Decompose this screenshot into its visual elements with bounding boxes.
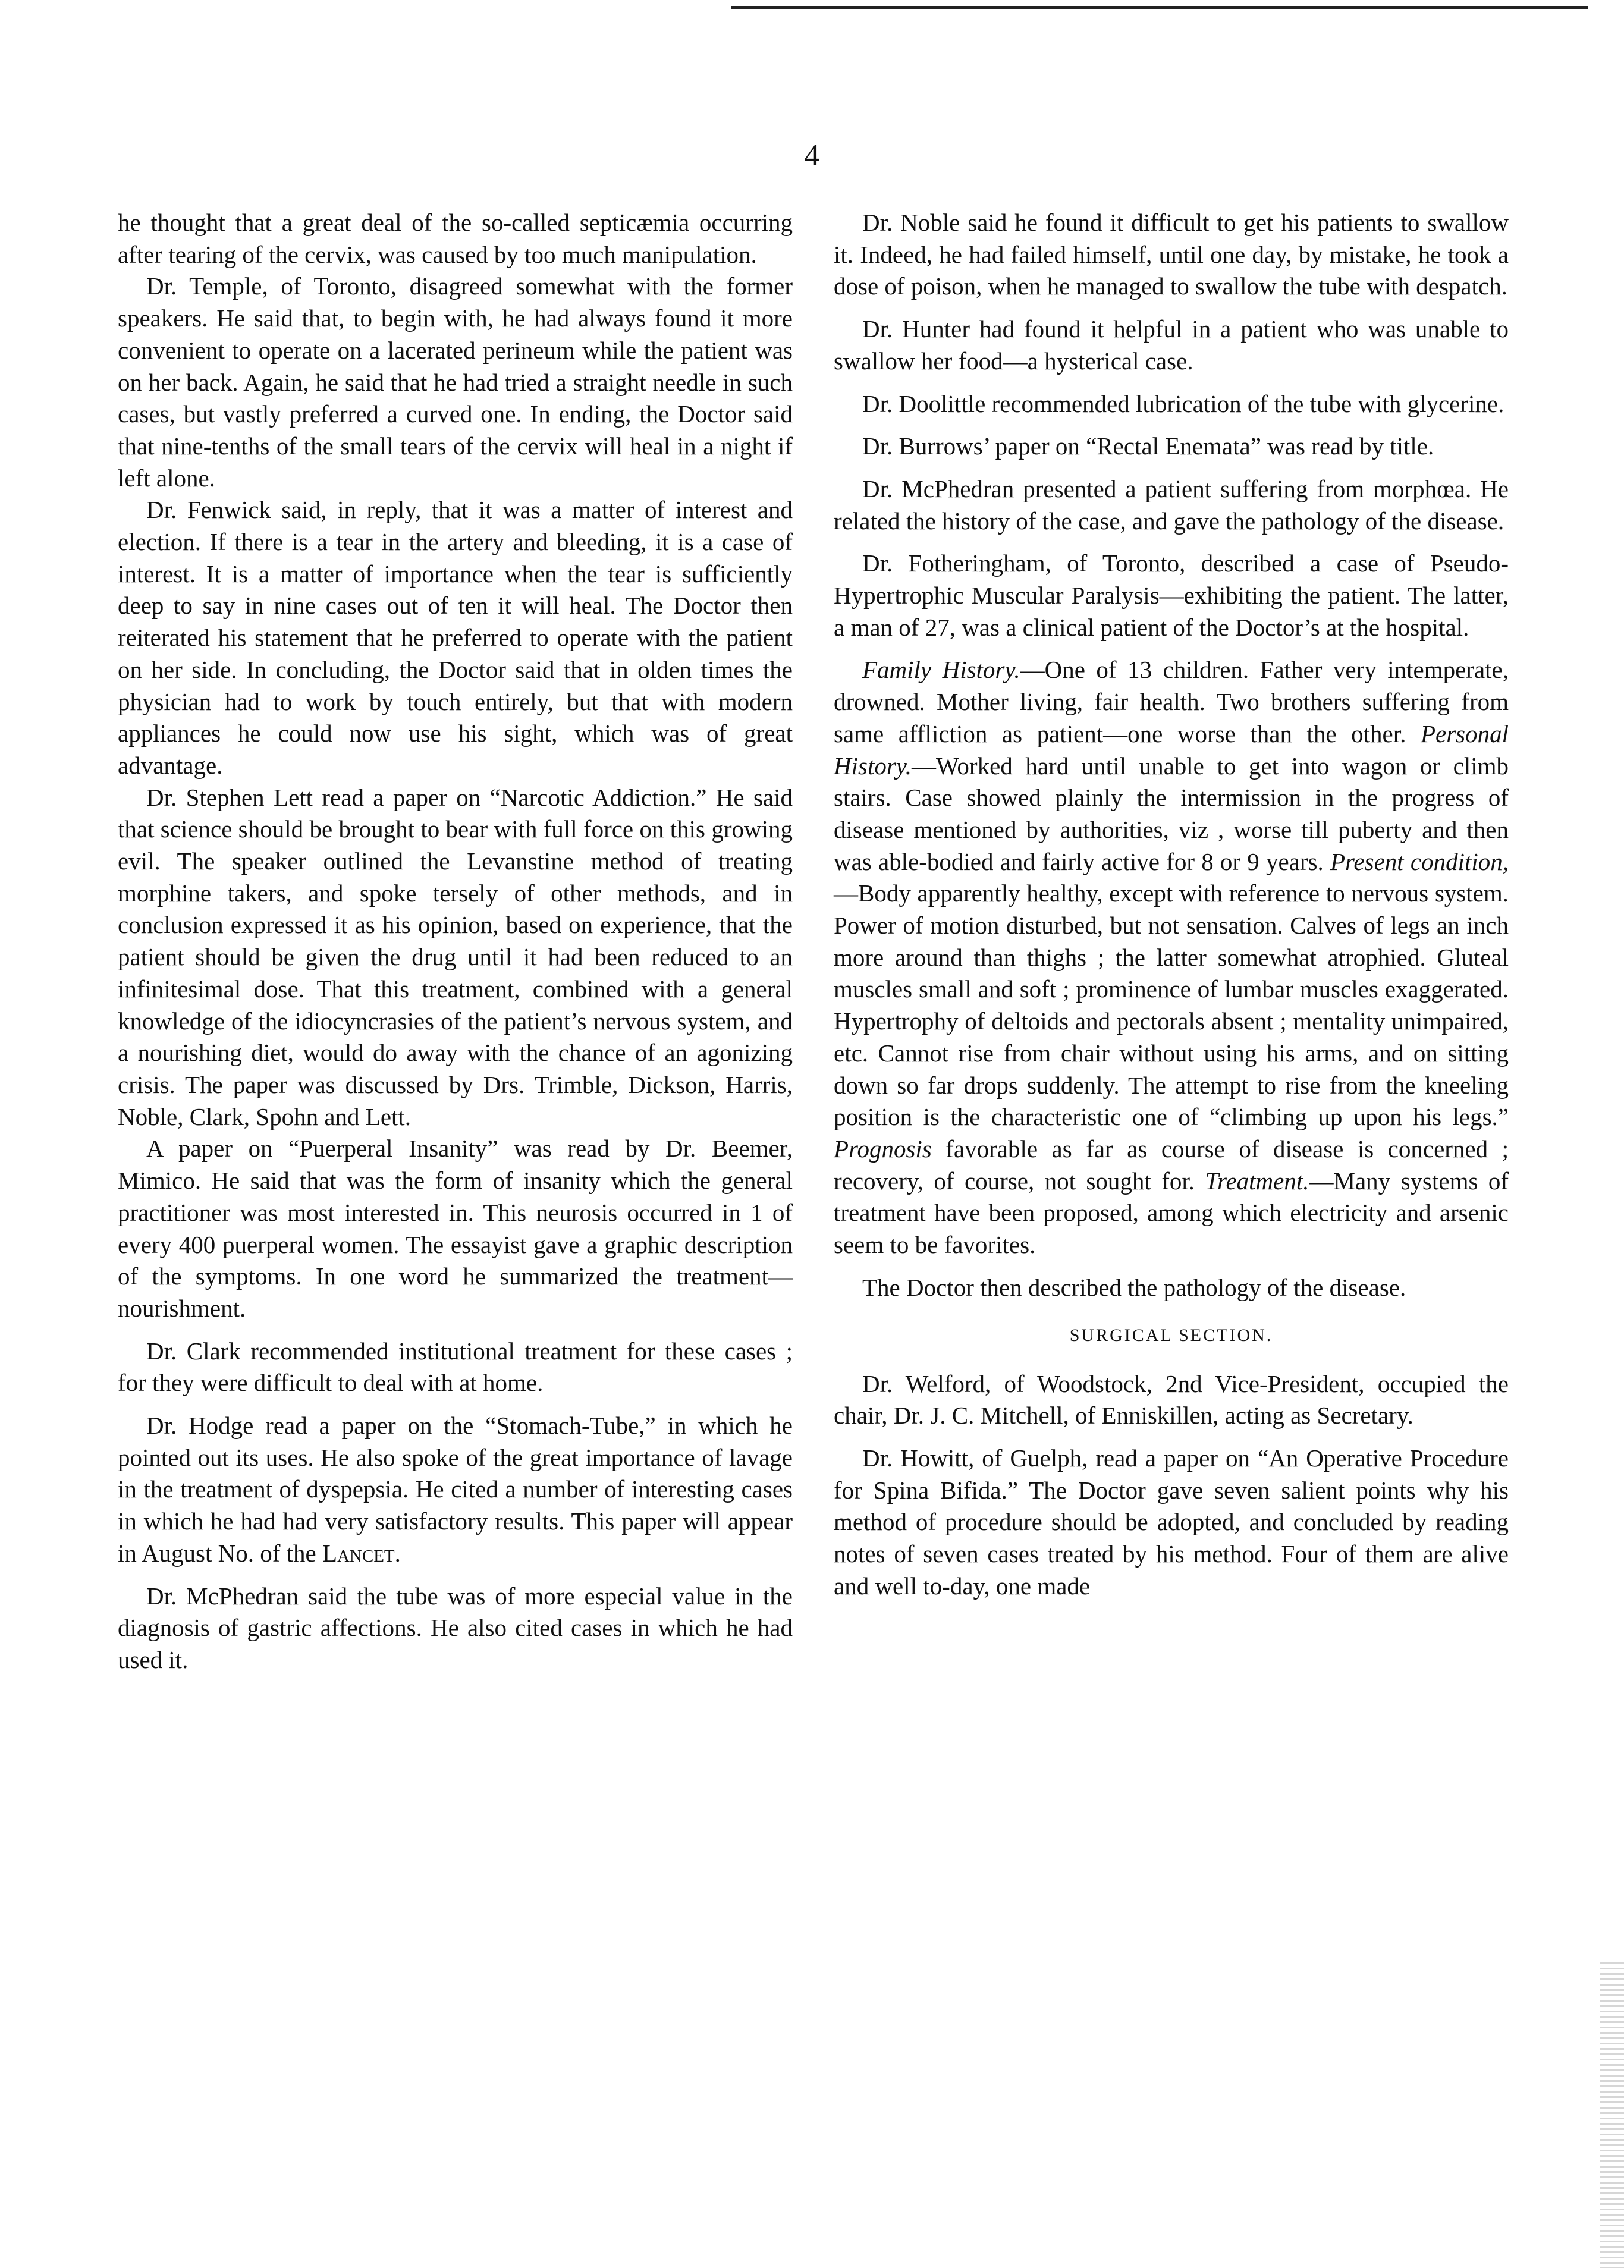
paragraph: Dr. Howitt, of Guelph, read a paper on “An Operative Procedure for Spina Bifida.” The Doctor gave seven salient points why his method of procedure should be adopted, and concluded by reading notes of seven cases treated by his method. Four of them are alive and well to-day, one made	[834, 1444, 1509, 1600]
scan-edge-decoration	[1600, 1962, 1624, 2268]
paragraph: Dr. Welford, of Woodstock, 2nd Vice-President, occupied the chair, Dr. J. C. Mitchell, of Enniskillen, acting as Secretary.	[834, 1369, 1509, 1430]
family-history-text: —One of 13 children. Father very intemperate, drowned. Mother living, fair health. Two brothers suffering from same affliction as patient—one worse than the other.	[834, 656, 1509, 747]
paragraph	[118, 1410, 793, 1570]
paragraph-end: .	[394, 1539, 401, 1567]
paragraph: Dr. McPhedran presented a patient suffering from morphœa. He related the history of the case, and gave the pathology of the disease.	[834, 475, 1509, 535]
paragraph: Dr. Noble said he found it difficult to get his patients to swallow it. Indeed, he had failed himself, until one day, by mistake, he took a dose of poison, when he managed to swallow the tube with despatch.	[834, 209, 1509, 300]
paragraph: A paper on “Puerperal Insanity” was read by Dr. Beemer, Mimico. He said that was the form of insanity which the general practitioner was most interested in. This neurosis occurred in 1 of every 400 puerperal women. The essayist gave a graphic description of the symptoms. In one word he summarized the treatment—nourishment.	[118, 1135, 793, 1322]
section-heading: SURGICAL SECTION.	[1069, 1325, 1273, 1345]
paragraph: Dr. Stephen Lett read a paper on “Narcotic Addiction.” He said that science should be brought to bear with full force on this growing evil. The speaker outlined the Levanstine method of treating morphine takers, and spoke tersely of other methods, and in conclusion expressed it as his opinion, based on experience, that the patient should be given the drug until it had been reduced to an infinitesimal dose. That this treatment, combined with a general knowledge of the idiocyncrasies of the patient’s nervous system, and a nourishing diet, would do away with the chance of an agonizing crisis. The paper was discussed by Drs. Trimble, Dickson, Harris, Noble, Clark, Spohn and Lett.	[118, 783, 793, 1130]
personal-history-label: Personal History.	[834, 720, 1509, 780]
paragraph: Dr. Doolittle recommended lubrication of the tube with glycerine.	[862, 389, 1504, 417]
prognosis-text: favorable as far as course of disease is concerned ; recovery, of course, not sought for.	[834, 1135, 1509, 1195]
paragraph: Dr. Clark recommended institutional treatment for these cases ; for they were difficult to deal with at home.	[118, 1337, 793, 1397]
right-column	[834, 207, 1509, 1602]
paragraph: Dr. Fotheringham, of Toronto, described a case of Pseudo-Hypertrophic Muscular Paralysis—exhibiting the patient. The latter, a man of 27, was a clinical patient of the Doctor’s at the hospital.	[834, 549, 1509, 641]
paragraph: he thought that a great deal of the so-called septicæmia occurring after tearing of the cervix, was caused by too much manipulation.	[118, 209, 793, 268]
case-history-paragraph	[834, 654, 1509, 1261]
paragraph: Dr. Temple, of Toronto, disagreed somewhat with the former speakers. He said that, to begin with, he had always found it more convenient to operate on a lacerated perineum while the patient was on her back. Again, he said that he had tried a straight needle in such cases, but vastly preferred a curved one. In ending, the Doctor said that nine-tenths of the small tears of the cervix will heal in a night if left alone.	[118, 272, 793, 492]
paragraph: Dr. McPhedran said the tube was of more especial value in the diagnosis of gastric affections. He also cited cases in which he had used it.	[118, 1582, 793, 1673]
paragraph: The Doctor then described the pathology of the disease.	[862, 1273, 1406, 1301]
journal-name: Lancet	[322, 1539, 395, 1567]
prognosis-label: Prognosis	[834, 1135, 932, 1163]
paragraph: Dr. Hunter had found it helpful in a patient who was unable to swallow her food—a hysterical case.	[834, 315, 1509, 375]
top-rule	[731, 6, 1588, 9]
personal-history-text: —Worked hard until unable to get into wagon or climb stairs. Case showed plainly the intermission in the progress of disease mentioned by authorities, viz , worse till puberty and then was able-bodied and fairly active for 8 or 9 years.	[834, 752, 1509, 875]
page-number: 4	[804, 139, 820, 172]
treatment-label: Treatment.	[1205, 1167, 1309, 1195]
paragraph: Dr. Burrows’ paper on “Rectal Enemata” was read by title.	[862, 432, 1434, 460]
paragraph-text: Dr. Hodge read a paper on the “Stomach-Tube,” in which he pointed out its uses. He also spoke of the great importance of lavage in the treatment of dyspepsia. He cited a number of interesting cases in which he had had very satisfactory results. This paper will appear in August No. of the	[118, 1412, 793, 1567]
present-condition-text: —Body apparently healthy, except with reference to nervous system. Power of motion disturbed, but not sensation. Calves of legs an inch more around than thighs ; the latter somewhat atrophied. Gluteal muscles small and soft ; prominence of lumbar muscles exaggerated. Hypertrophy of deltoids and pectorals absent ; mentality unimpaired, etc. Cannot rise from chair without using his arms, and on sitting down so far drops suddenly. The attempt to rise from the kneeling position is the characteristic one of “climbing up upon his legs.”	[834, 879, 1509, 1131]
present-condition-label: Present condition,	[1330, 847, 1509, 875]
paragraph: Dr. Fenwick said, in reply, that it was a matter of interest and election. If there is a tear in the artery and bleeding, it is a case of interest. It is a matter of importance when the tear is sufficiently deep to say in nine cases out of ten it will heal. The Doctor then reiterated his statement that he preferred to operate with the patient on her side. In concluding, the Doctor said that in olden times the physician had to work by touch entirely, but that with modern appliances he could now use his sight, which was of great advantage.	[118, 496, 793, 779]
left-column	[118, 207, 793, 1676]
family-history-label: Family History.	[862, 656, 1020, 684]
treatment-text: —Many systems of treatment have been proposed, among which electricity and arsenic seem to be favorites.	[834, 1167, 1509, 1259]
